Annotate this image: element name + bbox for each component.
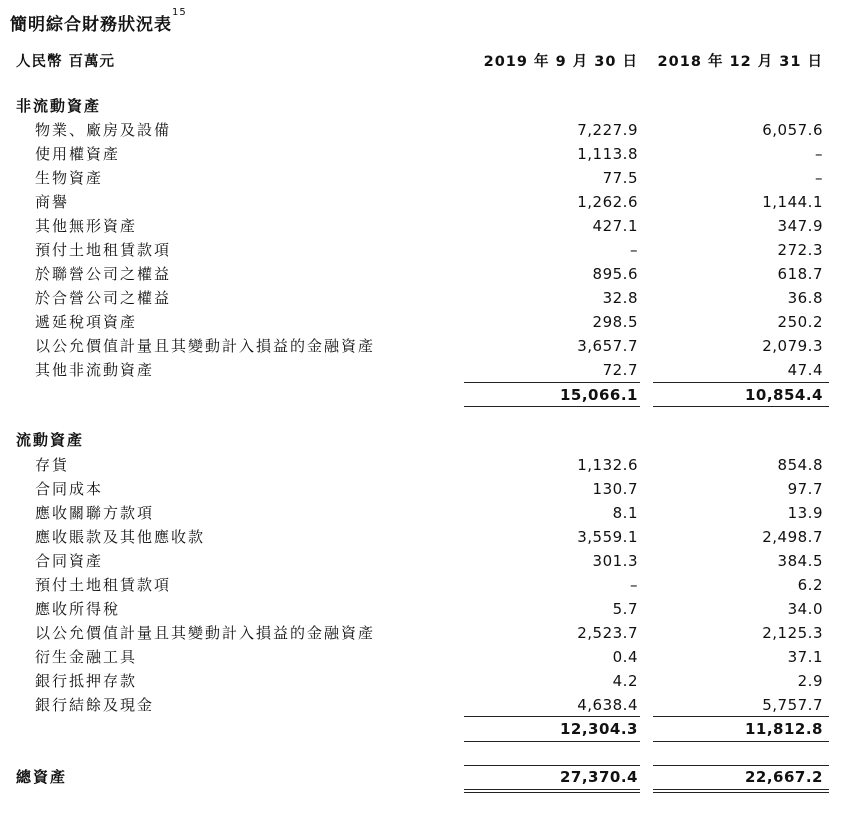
table-row bbox=[0, 310, 850, 334]
title-footnote-marker: 15 bbox=[172, 7, 187, 18]
value-2019: 3,657.7 bbox=[577, 337, 638, 355]
value-2018: 2.9 bbox=[797, 672, 823, 690]
value-2019: 2,523.7 bbox=[577, 624, 638, 642]
row-label: 生物資產 bbox=[35, 169, 104, 187]
total-double-rule bbox=[464, 792, 640, 793]
value-2019: 1,132.6 bbox=[577, 456, 638, 474]
value-2018: – bbox=[815, 169, 823, 187]
subtotal-rule bbox=[464, 406, 640, 407]
value-2018: 34.0 bbox=[787, 600, 823, 618]
row-label: 應收賬款及其他應收款 bbox=[35, 528, 206, 546]
row-label: 其他非流動資產 bbox=[35, 361, 155, 379]
currency-unit-label: 人民幣 百萬元 bbox=[16, 54, 116, 70]
value-2018: 2,125.3 bbox=[762, 624, 823, 642]
value-2018: 854.8 bbox=[777, 456, 823, 474]
value-2018: 2,498.7 bbox=[762, 528, 823, 546]
row-label: 銀行結餘及現金 bbox=[35, 696, 155, 714]
subtotal-2018: 11,812.8 bbox=[744, 720, 823, 738]
value-2018: 272.3 bbox=[777, 241, 823, 259]
table-row bbox=[0, 190, 850, 214]
subtotal-row-current bbox=[0, 717, 850, 741]
value-2019: 5.7 bbox=[612, 600, 638, 618]
table-row bbox=[0, 358, 850, 382]
value-2018: 250.2 bbox=[777, 313, 823, 331]
row-label: 於聯營公司之權益 bbox=[35, 265, 172, 283]
row-label: 衍生金融工具 bbox=[35, 648, 138, 666]
row-label: 使用權資產 bbox=[35, 145, 121, 163]
subtotal-2019: 15,066.1 bbox=[559, 386, 638, 404]
value-2018: 6,057.6 bbox=[762, 121, 823, 139]
row-label: 遞延稅項資產 bbox=[35, 313, 138, 331]
table-row bbox=[0, 501, 850, 525]
total-2018: 22,667.2 bbox=[744, 768, 823, 786]
total-2019: 27,370.4 bbox=[559, 768, 638, 786]
subtotal-row-noncurrent bbox=[0, 383, 850, 407]
table-row bbox=[0, 621, 850, 645]
total-double-rule bbox=[653, 792, 829, 793]
value-2019: 8.1 bbox=[612, 504, 638, 522]
value-2019: 77.5 bbox=[602, 169, 638, 187]
page-title: 簡明綜合財務狀況表$^{15}$ bbox=[10, 7, 187, 35]
value-2019: 0.4 bbox=[612, 648, 638, 666]
total-double-rule bbox=[653, 789, 829, 790]
table-row bbox=[0, 286, 850, 310]
table-row bbox=[0, 525, 850, 549]
value-2019: 7,227.9 bbox=[577, 121, 638, 139]
value-2018: 37.1 bbox=[787, 648, 823, 666]
table-row bbox=[0, 166, 850, 190]
value-2018: 5,757.7 bbox=[762, 696, 823, 714]
value-2018: – bbox=[815, 145, 823, 163]
value-2018: 6.2 bbox=[797, 576, 823, 594]
row-label: 應收關聯方款項 bbox=[35, 504, 155, 522]
value-2018: 384.5 bbox=[777, 552, 823, 570]
value-2019: 1,262.6 bbox=[577, 193, 638, 211]
table-row bbox=[0, 669, 850, 693]
row-label: 存貨 bbox=[35, 456, 70, 474]
subtotal-2019: 12,304.3 bbox=[559, 720, 638, 738]
value-2019: 72.7 bbox=[602, 361, 638, 379]
value-2019: 130.7 bbox=[592, 480, 638, 498]
value-2018: 1,144.1 bbox=[762, 193, 823, 211]
table-row bbox=[0, 214, 850, 238]
total-double-rule bbox=[464, 789, 640, 790]
value-2018: 47.4 bbox=[787, 361, 823, 379]
value-2019: 4.2 bbox=[612, 672, 638, 690]
table-row bbox=[0, 645, 850, 669]
value-2019: 1,113.8 bbox=[577, 145, 638, 163]
row-label: 商譽 bbox=[35, 193, 70, 211]
row-label: 預付土地租賃款項 bbox=[35, 576, 172, 594]
value-2019: – bbox=[630, 241, 638, 259]
row-label: 以公允價值計量且其變動計入損益的金融資產 bbox=[35, 337, 376, 355]
row-label: 於合營公司之權益 bbox=[35, 289, 172, 307]
value-2018: 618.7 bbox=[777, 265, 823, 283]
value-2018: 97.7 bbox=[787, 480, 823, 498]
row-label: 銀行抵押存款 bbox=[35, 672, 138, 690]
section-heading-noncurrent: 非流動資產 bbox=[16, 97, 102, 115]
section-heading-current: 流動資產 bbox=[16, 431, 85, 449]
subtotal-rule bbox=[653, 406, 829, 407]
value-2018: 36.8 bbox=[787, 289, 823, 307]
table-row bbox=[0, 573, 850, 597]
column-header-2019: 2019 年 9 月 30 日 bbox=[483, 54, 638, 70]
table-row bbox=[0, 693, 850, 717]
row-label: 預付土地租賃款項 bbox=[35, 241, 172, 259]
subtotal-2018: 10,854.4 bbox=[744, 386, 823, 404]
total-label: 總資產 bbox=[16, 768, 68, 786]
column-header-2018: 2018 年 12 月 31 日 bbox=[657, 54, 823, 70]
table-row bbox=[0, 142, 850, 166]
table-row bbox=[0, 597, 850, 621]
table-row bbox=[0, 262, 850, 286]
table-row bbox=[0, 453, 850, 477]
row-label: 應收所得稅 bbox=[35, 600, 121, 618]
subtotal-rule bbox=[653, 741, 829, 742]
value-2018: 347.9 bbox=[777, 217, 823, 235]
value-2019: – bbox=[630, 576, 638, 594]
total-row bbox=[0, 765, 850, 789]
value-2019: 895.6 bbox=[592, 265, 638, 283]
row-label: 合同成本 bbox=[35, 480, 104, 498]
table-row bbox=[0, 477, 850, 501]
row-label: 以公允價值計量且其變動計入損益的金融資產 bbox=[35, 624, 376, 642]
value-2019: 32.8 bbox=[602, 289, 638, 307]
value-2019: 427.1 bbox=[592, 217, 638, 235]
row-label: 其他無形資產 bbox=[35, 217, 138, 235]
table-row bbox=[0, 549, 850, 573]
row-label: 合同資產 bbox=[35, 552, 104, 570]
table-row bbox=[0, 334, 850, 358]
value-2019: 4,638.4 bbox=[577, 696, 638, 714]
table-row bbox=[0, 238, 850, 262]
value-2018: 2,079.3 bbox=[762, 337, 823, 355]
value-2019: 298.5 bbox=[592, 313, 638, 331]
row-label: 物業、廠房及設備 bbox=[35, 121, 172, 139]
value-2019: 301.3 bbox=[592, 552, 638, 570]
value-2018: 13.9 bbox=[787, 504, 823, 522]
value-2019: 3,559.1 bbox=[577, 528, 638, 546]
table-row bbox=[0, 118, 850, 142]
subtotal-rule bbox=[464, 741, 640, 742]
